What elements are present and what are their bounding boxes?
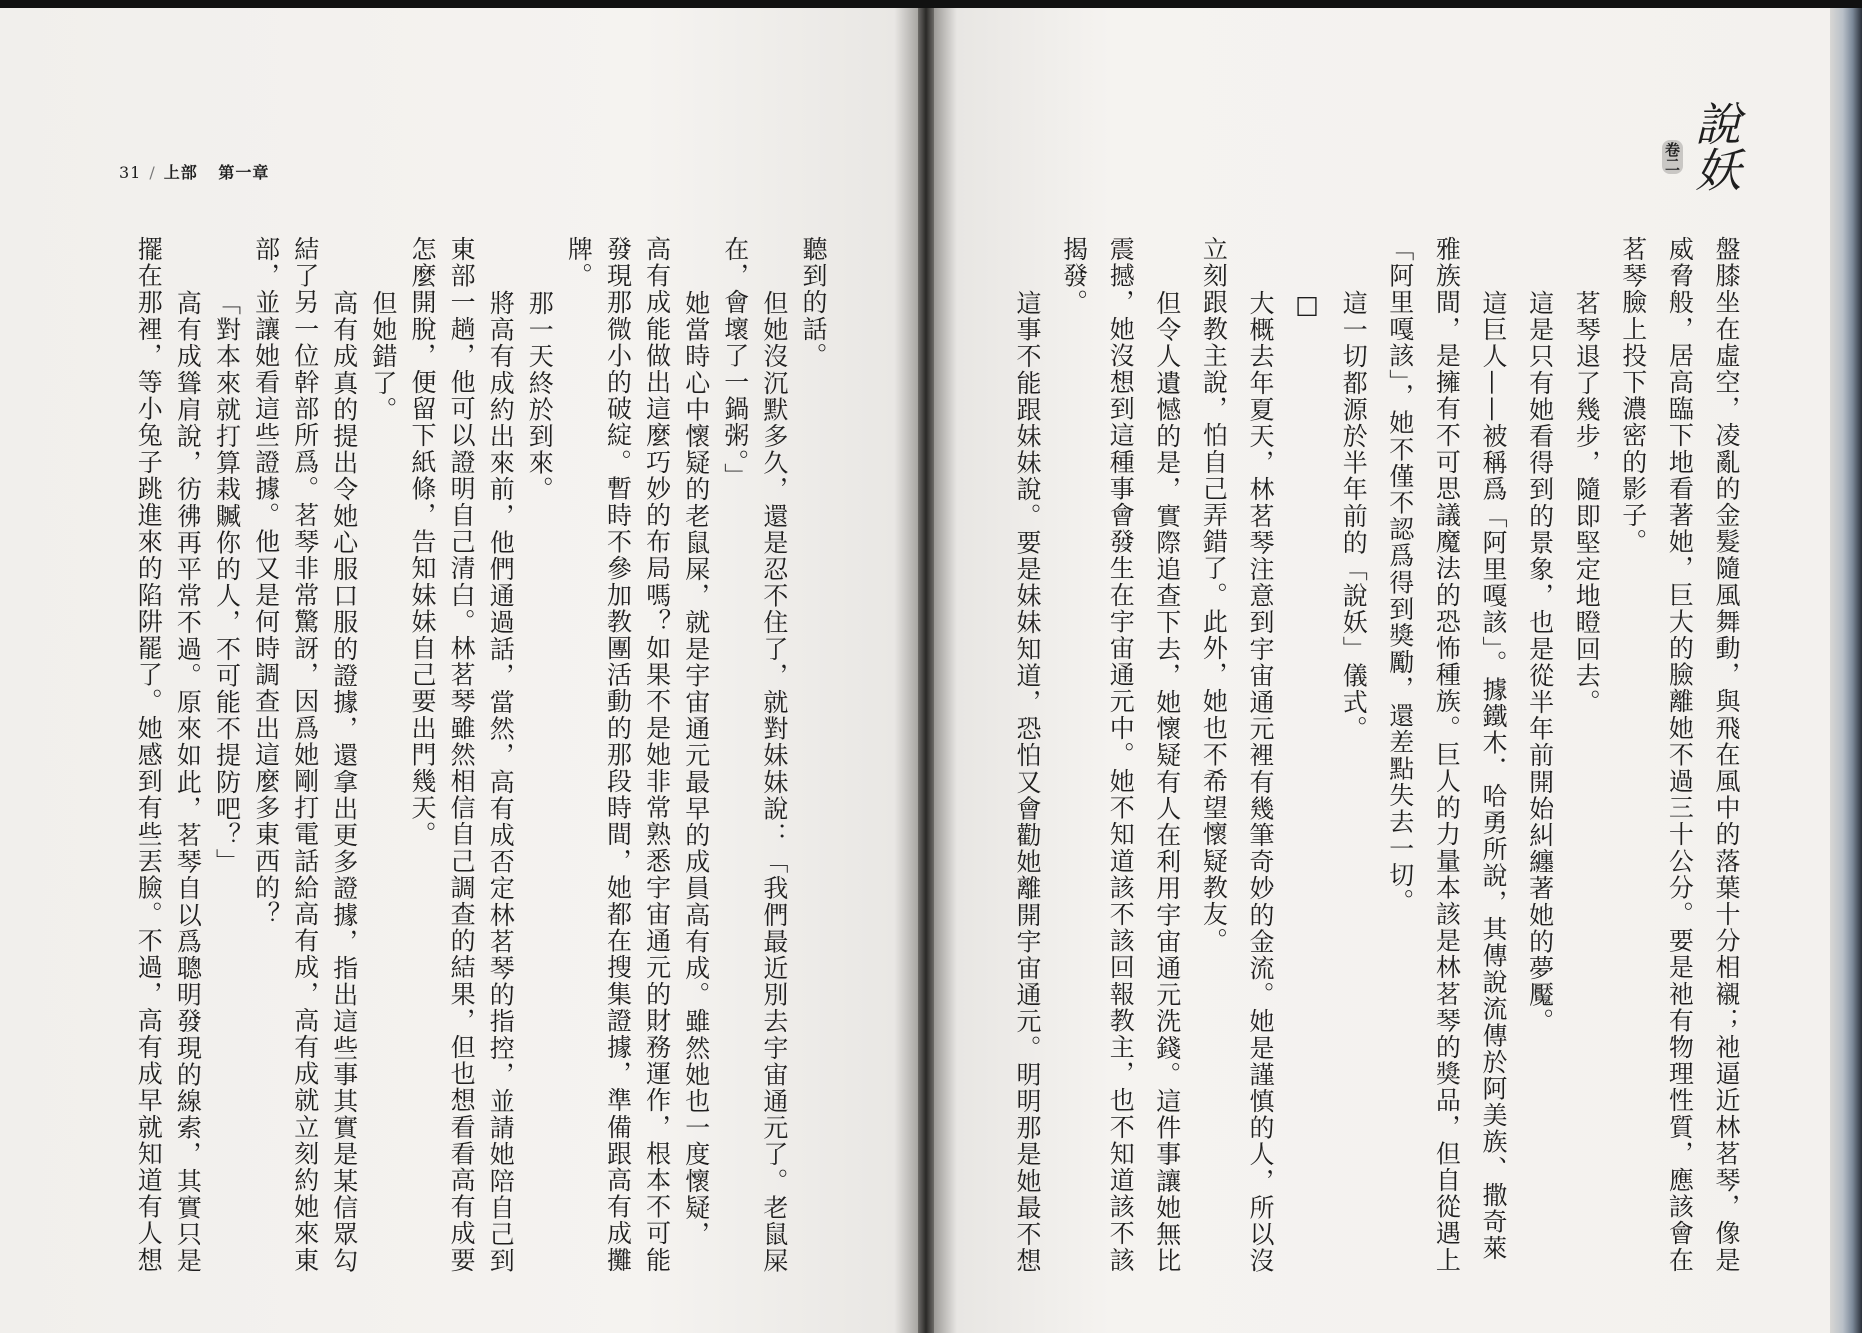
text-column: 高有成能做出這麼巧妙的布局嗎？如果不是她非常熟悉宇宙通元的財務運作，根本不可能 [642,236,672,1274]
text-column: 雅族間，是擁有不可思議魔法的恐怖種族。巨人的力量本該是林茗琴的獎品，但自從遇上 [1432,236,1462,1274]
text-column: 這事不能跟妹妹說。要是妹妹知道，恐怕又會勸她離開宇宙通元。明明那是她最不想 [1013,290,1042,1275]
text-column: 震撼，她沒想到這種事會發生在宇宙通元中。她不知道該不該回報教主，也不知道該不該 [1106,236,1136,1274]
text-column: 「阿里嘎該」，她不僅不認爲得到獎勵，還差點失去一切。 [1385,236,1415,916]
book-gutter [918,8,934,1333]
text-column: 這巨人——被稱爲「阿里嘎該」。據鐵木．哈勇所說，其傳說流傳於阿美族、撒奇萊 [1479,290,1508,1262]
text-column: 但她錯了。 [368,290,398,423]
book-edge [1830,8,1862,1333]
text-column: 「對本來就打算栽贓你的人，不可能不提防吧？」 [212,290,242,876]
text-column: 威脅般，居高臨下地看著她，巨大的臉離她不過三十公分。要是祂有物理性質，應該會在 [1665,236,1695,1274]
book-title-logo [1650,100,1760,220]
page-number: 31 [119,163,142,182]
text-column: 但她沒沉默多久，還是忍不住了，就對妹妹說：「我們最近別去宇宙通元了。老鼠屎 [759,290,789,1275]
text-column: 怎麼開脫，便留下紙條，告知妹妹自己要出門幾天。 [408,236,437,848]
logo-title: 說妖 [1688,100,1742,192]
text-column: 高有成真的提出令她心服口服的證據，還拿出更多證據，指出這些事其實是某信眾勾 [329,290,359,1275]
text-column: 但令人遺憾的是，實際追查下去，她懷疑有人在利用宇宙通元洗錢。這件事讓她無比 [1152,290,1182,1275]
text-column: 擺在那裡，等小兔子跳進來的陷阱罷了。她感到有些丟臉。不過，高有成早就知道有人想 [134,236,164,1274]
text-column: 高有成聳肩說，彷彿再平常不過。原來如此，茗琴自以爲聰明發現的線索，其實只是 [173,290,203,1275]
text-column: 大概去年夏天，林茗琴注意到宇宙通元裡有幾筆奇妙的金流。她是謹慎的人，所以沒 [1246,290,1275,1275]
header-chapter: 第一章 [218,163,270,182]
text-column: 東部一趟，他可以證明自己清白。林茗琴雖然相信自己調查的結果，但也想看看高有成要 [447,236,477,1274]
header-divider: / [149,163,156,182]
text-column: □ [1292,290,1322,321]
text-column: 發現那微小的破綻。暫時不參加教團活動的那段時間，她都在搜集證據，準備跟高有成攤 [603,236,633,1274]
text-column: 立刻跟教主說，怕自己弄錯了。此外，她也不希望懷疑教友。 [1199,236,1229,955]
text-column: 那一天終於到來。 [525,290,555,503]
header-part: 上部 [163,163,198,182]
running-header [119,160,269,183]
text-column: 她當時心中懷疑的老鼠屎，就是宇宙通元最早的成員高有成。雖然她也一度懷疑， [681,290,711,1248]
text-column: 將高有成約出來前，他們通過話，當然，高有成否定林茗琴的指控，並請她陪自己到 [486,290,516,1275]
text-column: 結了另一位幹部所爲。茗琴非常驚訝，因爲她剛打電話給高有成，高有成就立刻約她來東 [290,236,320,1274]
text-column: 聽到的話。 [799,236,828,369]
volume-label: 卷二 [1663,142,1681,172]
text-column: 這是只有她看得到的景象，也是從半年前開始糾纏著她的夢魘。 [1525,290,1555,1035]
text-column: 這一切都源於半年前的「說妖」儀式。 [1339,290,1369,743]
text-column: 部，並讓她看這些證據。他又是何時調查出這麼多東西的？ [251,236,281,928]
text-column: 茗琴退了幾步，隨即堅定地瞪回去。 [1572,290,1602,716]
text-column: 盤膝坐在虛空，凌亂的金髮隨風舞動，與飛在風中的落葉十分相襯；祂逼近林茗琴，像是 [1712,236,1741,1274]
text-column: 牌。 [564,236,594,290]
text-column: 茗琴臉上投下濃密的影子。 [1618,236,1648,556]
text-column: 揭發。 [1059,236,1089,316]
text-column: 在，會壞了一鍋粥。」 [720,236,750,490]
